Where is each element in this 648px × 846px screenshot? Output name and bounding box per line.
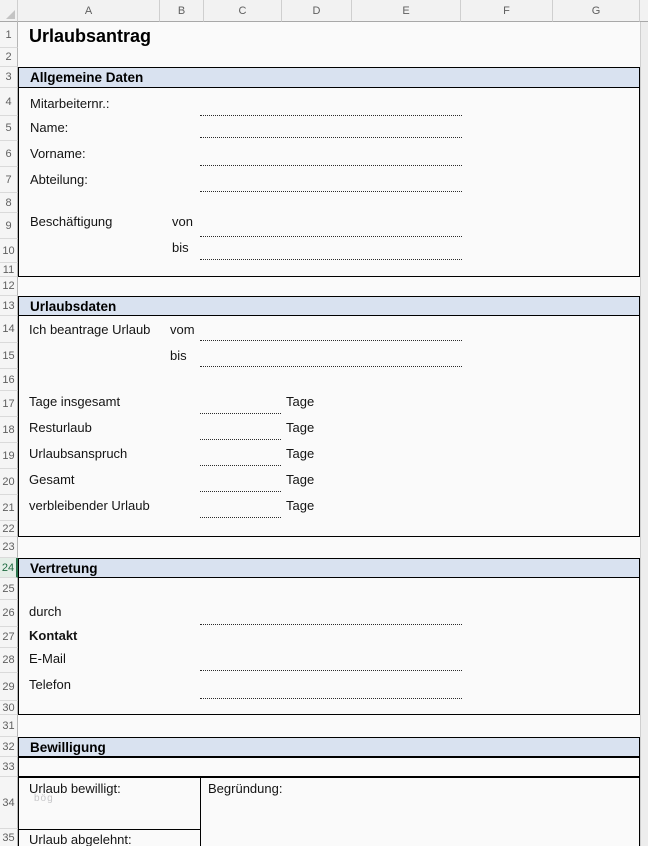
row-header-5[interactable]: 5 xyxy=(0,116,18,141)
row-header-4[interactable]: 4 xyxy=(0,88,18,116)
row-header-2[interactable]: 2 xyxy=(0,48,18,67)
row-header-16[interactable]: 16 xyxy=(0,369,18,391)
field-resturlaub[interactable] xyxy=(200,422,281,440)
row-header-26[interactable]: 26 xyxy=(0,600,18,627)
row-header-19[interactable]: 19 xyxy=(0,443,18,469)
bewilligt-row-divider xyxy=(18,829,200,830)
label-email: E-Mail xyxy=(29,651,66,666)
row-header-10[interactable]: 10 xyxy=(0,239,18,263)
select-all-triangle-icon xyxy=(6,10,15,19)
row-header-18[interactable]: 18 xyxy=(0,417,18,443)
row-header-24-selected[interactable]: 24 xyxy=(0,558,18,578)
row-header-30[interactable]: 30 xyxy=(0,701,18,715)
label-mitarbeiternr: Mitarbeiternr.: xyxy=(30,96,110,111)
column-header-partial xyxy=(640,0,648,22)
row-header-1[interactable]: 1 xyxy=(0,22,18,48)
bewilligung-header: Bewilligung xyxy=(18,737,640,757)
field-beschaeftigung-bis[interactable] xyxy=(200,242,462,260)
field-email[interactable] xyxy=(200,653,462,671)
row-header-32[interactable]: 32 xyxy=(0,737,18,757)
row-header-20[interactable]: 20 xyxy=(0,469,18,495)
allgemeine-daten-header: Allgemeine Daten xyxy=(18,67,640,88)
label-vom: vom xyxy=(170,322,195,337)
label-bis: bis xyxy=(172,240,189,255)
label-ich-beantrage-urlaub: Ich beantrage Urlaub xyxy=(29,322,151,337)
field-vorname[interactable] xyxy=(200,148,462,166)
label-urlaubsanspruch: Urlaubsanspruch xyxy=(29,446,128,461)
label-telefon: Telefon xyxy=(29,677,71,692)
row-header-3[interactable]: 3 xyxy=(0,67,18,88)
unit-tage-1: Tage xyxy=(286,394,315,409)
row-header-21[interactable]: 21 xyxy=(0,495,18,521)
row-header-29[interactable]: 29 xyxy=(0,673,18,701)
row-header-25[interactable]: 25 xyxy=(0,578,18,600)
select-all-corner[interactable] xyxy=(0,0,18,22)
column-header-f[interactable]: F xyxy=(461,0,553,22)
label-begruendung: Begründung: xyxy=(208,781,283,796)
field-urlaub-vom[interactable] xyxy=(200,323,462,341)
field-gesamt[interactable] xyxy=(200,474,281,492)
outside-range-strip xyxy=(640,22,648,846)
unit-tage-2: Tage xyxy=(286,420,315,435)
row-header-12[interactable]: 12 xyxy=(0,277,18,296)
field-urlaub-bis[interactable] xyxy=(200,349,462,367)
row-header-27[interactable]: 27 xyxy=(0,627,18,648)
row-header-35[interactable]: 35 xyxy=(0,829,18,846)
label-tage-insgesamt: Tage insgesamt xyxy=(29,394,121,409)
label-beschaeftigung: Beschäftigung xyxy=(30,214,113,229)
row-header-33[interactable]: 33 xyxy=(0,757,18,777)
faint-watermark-text: bög xyxy=(34,793,54,804)
form-title: Urlaubsantrag xyxy=(29,26,152,46)
row-header-17[interactable]: 17 xyxy=(0,391,18,417)
field-mitarbeiternr[interactable] xyxy=(200,98,462,116)
label-von: von xyxy=(172,214,193,229)
field-urlaubsanspruch[interactable] xyxy=(200,448,281,466)
label-urlaub-bewilligt: Urlaub bewilligt: xyxy=(29,781,121,796)
row-header-11[interactable]: 11 xyxy=(0,263,18,277)
row-header-14[interactable]: 14 xyxy=(0,316,18,343)
bewilligung-table-divider xyxy=(200,777,201,846)
column-header-c[interactable]: C xyxy=(204,0,282,22)
row-header-8[interactable]: 8 xyxy=(0,193,18,213)
unit-tage-3: Tage xyxy=(286,446,315,461)
column-header-g[interactable]: G xyxy=(553,0,640,22)
bewilligung-spacer-row xyxy=(18,757,640,777)
row-header-6[interactable]: 6 xyxy=(0,141,18,167)
column-header-e[interactable]: E xyxy=(352,0,461,22)
urlaubsdaten-header: Urlaubsdaten xyxy=(18,296,640,316)
label-kontakt: Kontakt xyxy=(29,628,78,643)
row-header-31[interactable]: 31 xyxy=(0,715,18,737)
field-abteilung[interactable] xyxy=(200,174,462,192)
label-resturlaub: Resturlaub xyxy=(29,420,92,435)
label-urlaub-abgelehnt: Urlaub abgelehnt: xyxy=(29,832,132,846)
column-header-a[interactable]: A xyxy=(18,0,160,22)
field-tage-insgesamt[interactable] xyxy=(200,396,281,414)
row-header-28[interactable]: 28 xyxy=(0,648,18,673)
row-header-23[interactable]: 23 xyxy=(0,537,18,558)
field-verbleibender-urlaub[interactable] xyxy=(200,500,281,518)
row-header-7[interactable]: 7 xyxy=(0,167,18,193)
field-telefon[interactable] xyxy=(200,681,462,699)
unit-tage-5: Tage xyxy=(286,498,315,513)
label-vorname: Vorname: xyxy=(30,146,86,161)
column-header-b[interactable]: B xyxy=(160,0,204,22)
label-verbleibender-urlaub: verbleibender Urlaub xyxy=(29,498,150,513)
label-gesamt: Gesamt xyxy=(29,472,75,487)
label-bis-2: bis xyxy=(170,348,187,363)
label-name: Name: xyxy=(30,120,69,135)
row-header-22[interactable]: 22 xyxy=(0,521,18,537)
row-header-9[interactable]: 9 xyxy=(0,213,18,239)
label-abteilung: Abteilung: xyxy=(30,172,88,187)
field-name[interactable] xyxy=(200,120,462,138)
column-header-d[interactable]: D xyxy=(282,0,352,22)
row-header-13[interactable]: 13 xyxy=(0,296,18,316)
vertretung-header: Vertretung xyxy=(18,558,640,578)
row-header-15[interactable]: 15 xyxy=(0,343,18,369)
field-durch[interactable] xyxy=(200,607,462,625)
label-durch: durch xyxy=(29,604,62,619)
row-header-34[interactable]: 34 xyxy=(0,777,18,829)
field-beschaeftigung-von[interactable] xyxy=(200,219,462,237)
unit-tage-4: Tage xyxy=(286,472,315,487)
begruendung-cell[interactable] xyxy=(202,792,638,846)
